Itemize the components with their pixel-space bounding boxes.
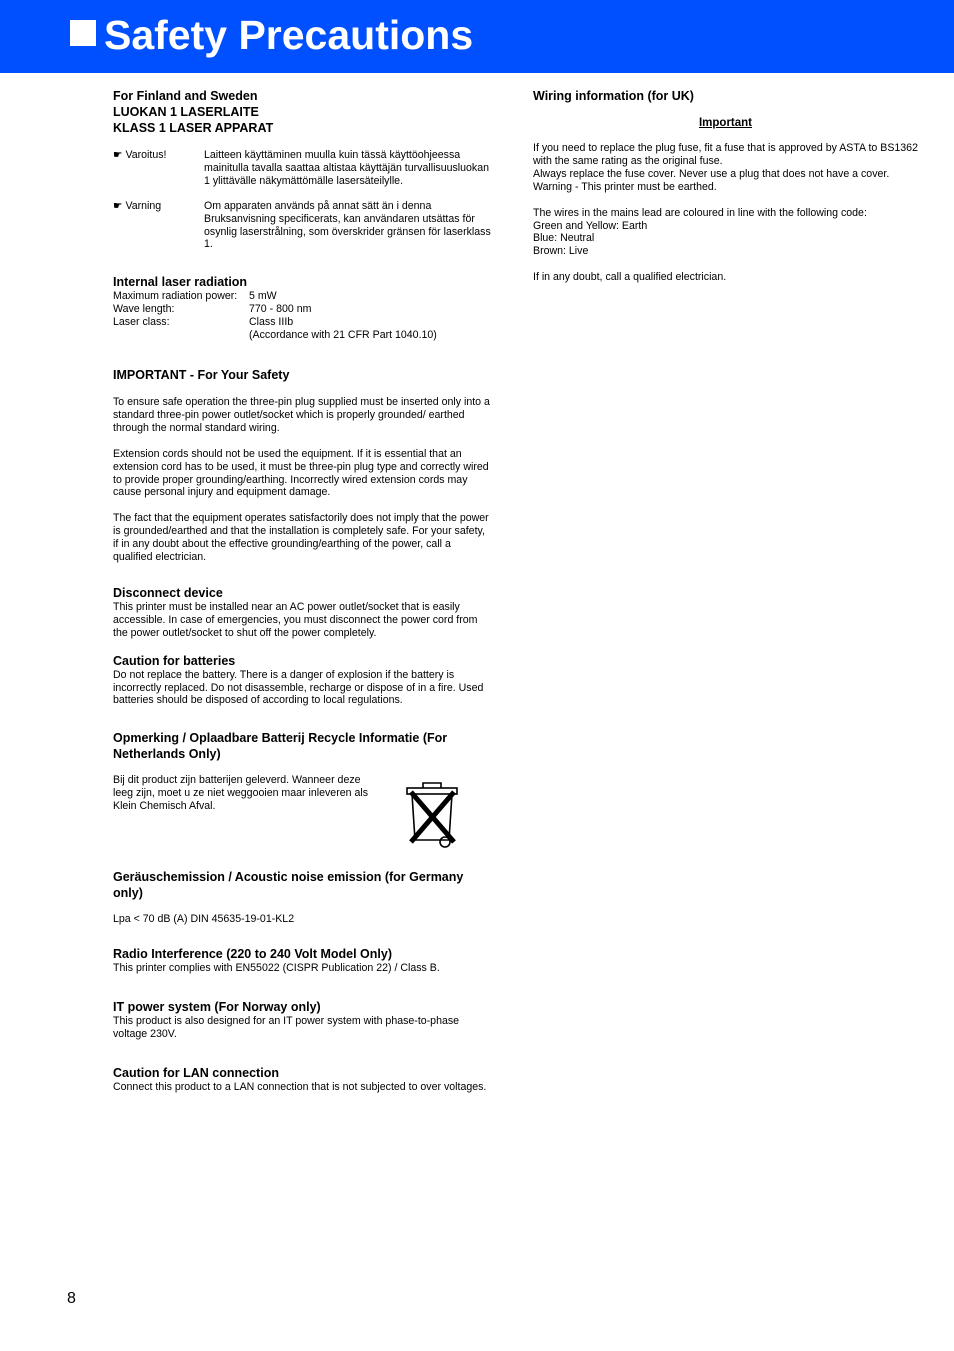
batteries-heading: Caution for batteries [113,653,236,668]
lan-heading: Caution for LAN connection [113,1066,279,1080]
warning-swedish-text: Om apparaten används på annat sätt än i denna Bruksanvisning specificerats, kan användaren utsättas för osynlig laserstrålning, som överskrider gränsen för laserklass 1. [204,199,491,251]
warning-finnish [113,149,493,188]
radio-heading: Radio Interference (220 to 240 Volt Model Only) [113,947,392,962]
important-paragraph: The fact that the equipment operates satisfactorily does not imply that the power is grounded/earthed and that the installation is completely safe. For your safety, if in any doubt about the effective grounding/earthing of the power, call a qualified electrician. [113,512,489,564]
finland-heading-1: For Finland and Sweden [113,89,258,103]
laser-spec-key: Laser class: [113,316,170,329]
doubt-text: If in any doubt, call a qualified electrician. [533,271,727,284]
important-paragraph: To ensure safe operation the three-pin plug supplied must be inserted only into a standard three-pin power outlet/socket which is properly grounded/ earthed through the normal standard wiring. [113,395,490,434]
laser-spec-row [113,303,493,316]
laser-spec-value: 5 mW [249,290,277,303]
header-square-icon [70,20,96,46]
laser-spec-key: Maximum radiation power: [113,290,238,303]
netherlands-text: Bij dit product zijn batterijen geleverd. Wanneer deze leeg zijn, moet u ze niet weggooien maar inleveren als Klein Chemisch Afval. [113,774,368,813]
batteries-text: Do not replace the battery. There is a danger of explosion if the battery is incorrectly replaced. Do not disassemble, recharge or dispose of in a fire. Used batteries should be disposed of according to local regulations. [113,668,484,707]
disconnect-heading: Disconnect device [113,585,223,600]
laser-heading: Internal laser radiation [113,275,248,290]
battery-recycle-block [113,774,493,864]
disconnect-text: This printer must be installed near an AC power outlet/socket that is easily accessible. In case of emergencies, you must disconnect the power cord from the power outlet/socket to shut off the power completely. [113,600,478,639]
warning-swedish [113,200,493,252]
laser-spec-value: Class IIIb [249,316,294,329]
page-title: Safety Precautions [104,12,474,58]
laser-spec-row [113,290,493,303]
important-label: Important [698,117,753,129]
laser-spec-row [113,316,493,329]
laser-spec-value: (Accordance with 21 CFR Part 1040.10) [249,329,437,342]
laser-spec-key: Wave length: [113,303,175,316]
right-column [533,88,918,284]
warning-finnish-label: ☛ Varoitus! [113,149,167,161]
lan-text: Connect this product to a LAN connection that is not subjected to over voltages. [113,1081,487,1093]
finland-heading-2: LUOKAN 1 LASERLAITE [113,105,259,119]
fuse-line: Warning - This printer must be earthed. [533,180,717,193]
finland-heading-3: KLASS 1 LASER APPARAT [113,121,274,135]
left-column [113,88,493,1094]
header-bar [0,0,954,73]
laser-spec-key [113,329,249,342]
noise-text: Lpa < 70 dB (A) DIN 45635-19-01-KL2 [113,913,295,926]
it-power-heading: IT power system (For Norway only) [113,1000,321,1015]
wires-line: Blue: Neutral [533,232,595,245]
warning-swedish-label: ☛ Varning [113,199,162,212]
noise-heading: Geräuschemission / Acoustic noise emission (for Germany only) [113,870,464,901]
crossed-bin-icon [405,778,463,850]
page-number: 8 [67,1290,76,1307]
important-heading: IMPORTANT - For Your Safety [113,367,290,382]
radio-text: This printer complies with EN55022 (CISPR Publication 22) / Class B. [113,962,440,975]
wires-line: The wires in the mains lead are coloured in line with the following code: [533,206,867,219]
wires-line: Green and Yellow: Earth [533,219,648,232]
important-paragraph: Extension cords should not be used the equipment. If it is essential that an extension cord has to be used, it must be three-pin plug type and correctly wired to provide proper grounding/earthing. Incorrectly wired extension cords may cause personal injury and equipment damage. [113,447,489,499]
warning-finnish-text: Laitteen käyttäminen muulla kuin tässä käyttöohjeessa mainitulla tavalla saattaa altistaa käyttäjän turvallisuusluokan 1 ylittävälle näkymättömälle lasersäteilylle. [204,149,490,187]
fuse-line: If you need to replace the plug fuse, fit a fuse that is approved by ASTA to BS1362 with the same rating as the original fuse. [533,142,918,167]
netherlands-heading: Opmerking / Oplaadbare Batterij Recycle Informatie (For Netherlands Only) [113,731,448,762]
laser-spec-row [113,329,493,342]
wiring-heading: Wiring information (for UK) [533,89,694,103]
fuse-line: Always replace the fuse cover. Never use a plug that does not have a cover. [533,167,890,180]
laser-spec-value: 770 - 800 nm [249,303,312,316]
wires-line: Brown: Live [533,245,589,258]
it-power-text: This product is also designed for an IT power system with phase-to-phase voltage 230V. [113,1015,460,1041]
